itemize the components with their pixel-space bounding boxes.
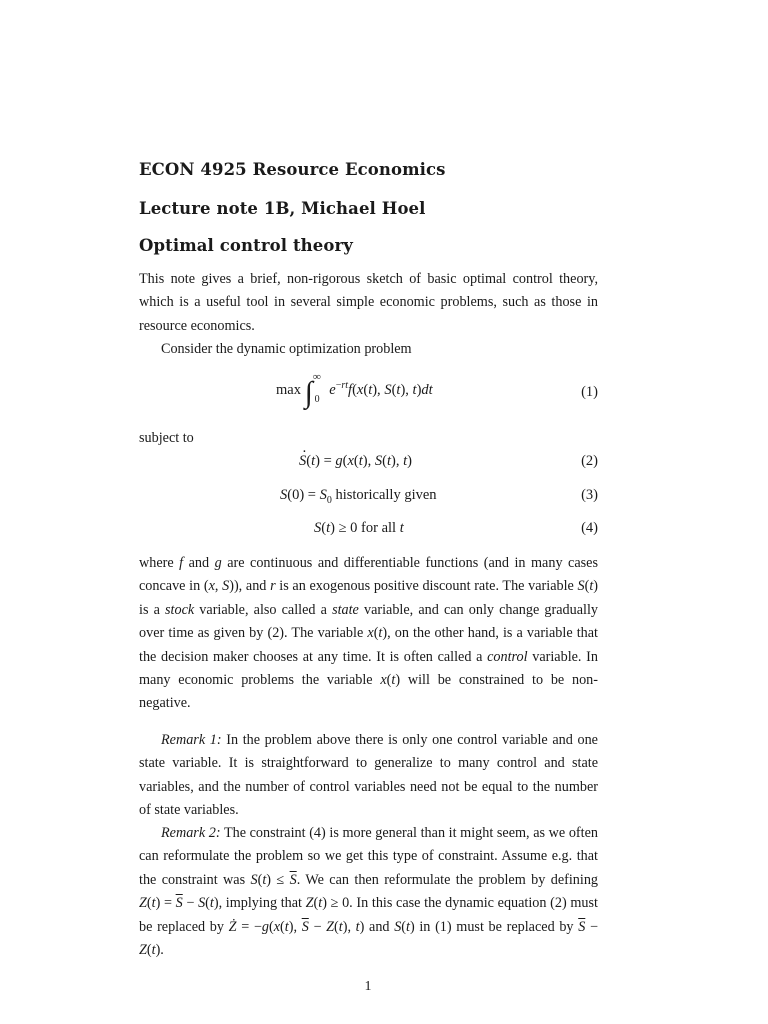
intro-paragraph: This note gives a brief, non-rigorous sketch of basic optimal control theory, which is a useful tool in several simple economic problems, such as those in resource economics. bbox=[139, 271, 598, 334]
equation-3: $S(0) = S_0$ historically given bbox=[280, 487, 437, 506]
equation-number-3: (3) bbox=[581, 487, 598, 503]
equation-1: $\max \int^\infty_0$ $e^{-rt}f(x(t)$, S(t), t)dt bbox=[276, 371, 433, 409]
equation-number-1: (1) bbox=[581, 384, 598, 400]
page-number: 1 bbox=[364, 979, 372, 994]
equation-2: · S(t) = g(x(t), S(t), t) bbox=[299, 453, 412, 470]
equation-number-4: (4) bbox=[581, 520, 598, 536]
equation-3-text: historically given bbox=[335, 487, 437, 503]
section-title: Optimal control theory bbox=[139, 236, 353, 255]
equation-number-2: (2) bbox=[581, 453, 598, 469]
definitions-paragraph: where f and g are continuous and differentiable functions (and in many cases concave in (x, S)), and r is an exogenous positive discount rate. The variable S(t) is a stock variable, also called a state variable, and can only change gradually over time as given by (2). The variable x(t), on the other hand, is a variable that the decision maker chooses at any time. It is often called a control variable. In many economic problems the variable x(t) will be constrained to be non-negative. bbox=[139, 555, 599, 712]
equation-4: S(t) ≥ 0 for all t bbox=[314, 520, 404, 536]
lecture-title: Lecture note 1B, Michael Hoel bbox=[139, 199, 426, 218]
remark-2: Remark 2: The constraint (4) is more general than it might seem, as we often can reformulate the problem so we get this type of constraint. Assume e.g. that the constraint was $S(t) \le \overline{S}$. We can then reformulate the problem by defining $Z(t) = \overline{S} - S(t)$, implying that Z(t) ≥ 0. In this case the dynamic equation (2) must be replaced by Ż = −g(x(t), $\overline{S} - Z(t)$, t) and S(t) in (1) must be replaced by $\overline{S} - Z(t)$. bbox=[139, 825, 599, 959]
intro-paragraph-2: Consider the dynamic optimization problem bbox=[161, 341, 412, 357]
course-title: ECON 4925 Resource Economics bbox=[139, 160, 446, 179]
equation-4-text: for all bbox=[361, 520, 397, 536]
remark-1: Remark 1: In the problem above there is only one control variable and one state variable. It is straightforward to generalize to many control and state variables, and the number of control variables need not be equal to the number of state variables. bbox=[139, 732, 598, 819]
subject-to-label: subject to bbox=[139, 430, 194, 446]
